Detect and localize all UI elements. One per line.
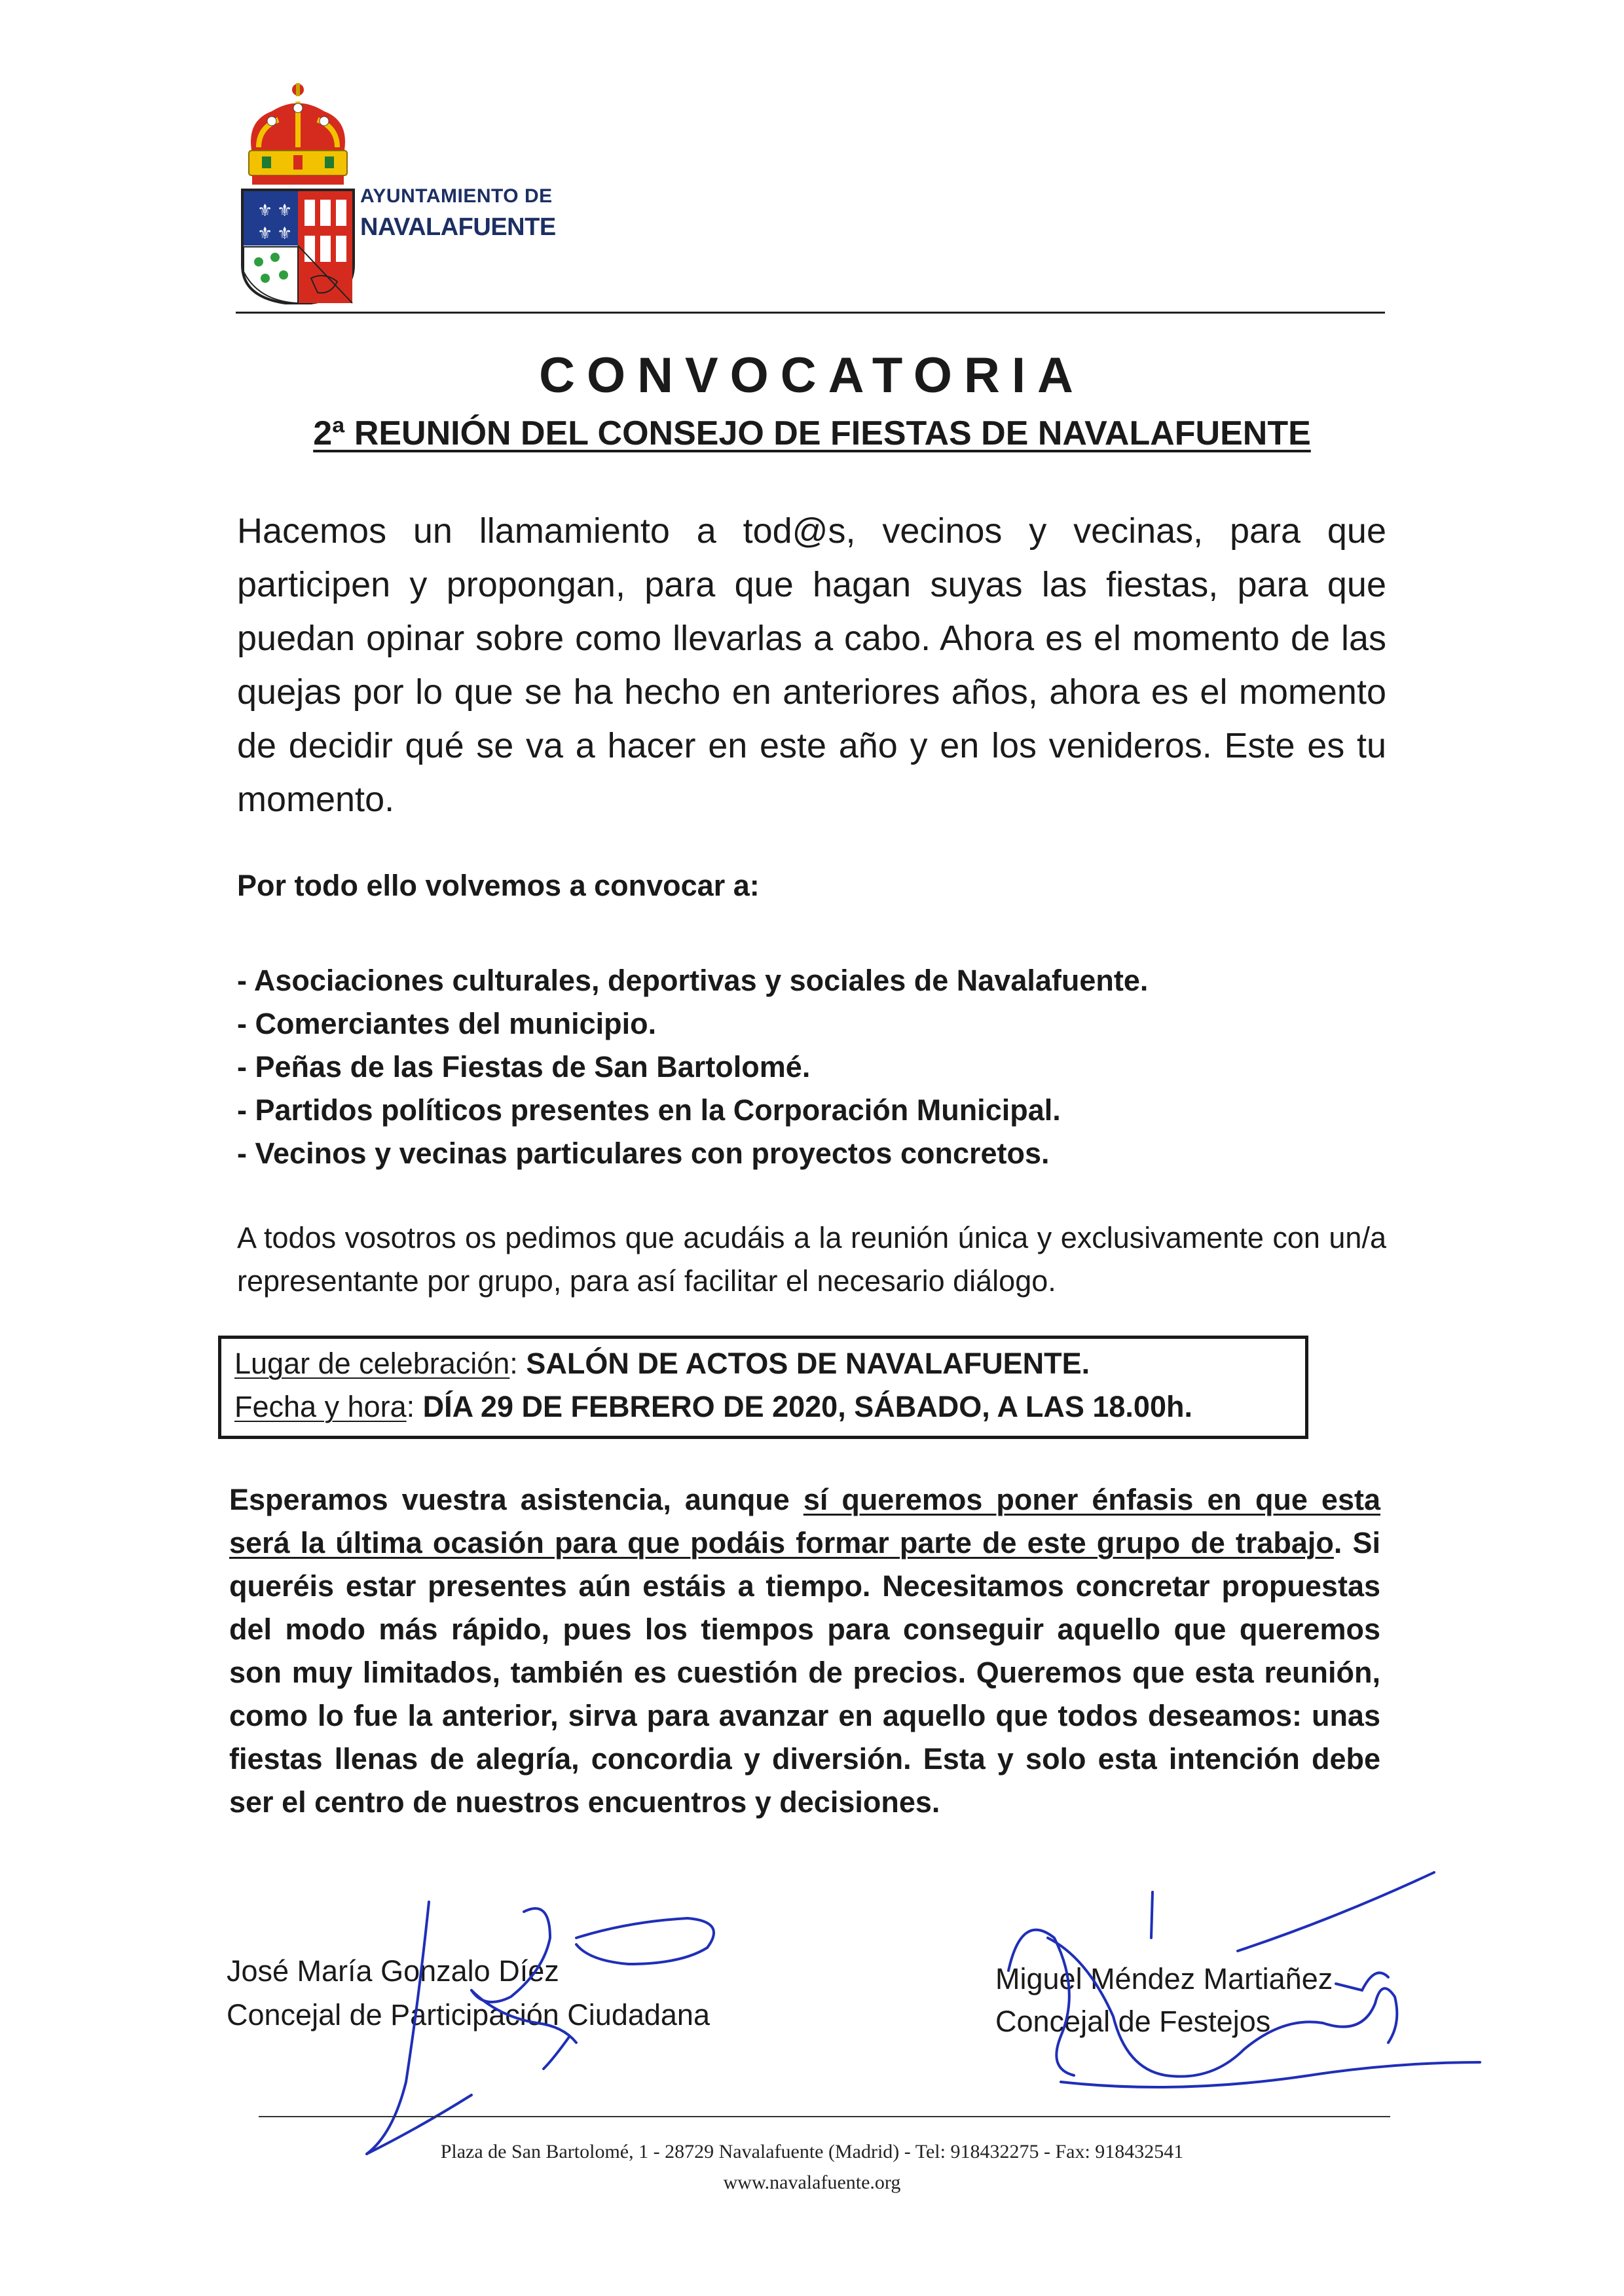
place-line: Lugar de celebración: SALÓN DE ACTOS DE NAVALAFUENTE. — [234, 1347, 1090, 1380]
intro-paragraph: Hacemos un llamamiento a tod@s, vecinos y vecinas, para que participen y propongan, para que hagan suyas las fiestas, para que puedan opinar sobre como llevarlas a cabo. Ahora es el momento de las quejas por lo que se ha hecho en anteriores años, ahora es el momento de decidir qué se va a hacer en este año y en los venideros. Este es tu momento. — [237, 511, 1386, 819]
date-value: DÍA 29 DE FEBRERO DE 2020, SÁBADO, A LAS 18.00h. — [422, 1390, 1192, 1423]
org-name-line2: NAVALAFUENTE — [360, 213, 556, 241]
date-line: Fecha y hora: DÍA 29 DE FEBRERO DE 2020, SÁBADO, A LAS 18.00h. — [234, 1390, 1192, 1423]
list-lead: Por todo ello volvemos a convocar a: — [237, 869, 760, 902]
representative-paragraph: A todos vosotros os pedimos que acudáis a la reunión única y exclusivamente con un/a representante por grupo, para así facilitar el necesario diálogo. — [237, 1221, 1386, 1298]
right-signatory-name: Miguel Méndez Martiañez — [995, 1962, 1333, 1995]
document-subtitle: 2ª REUNIÓN DEL CONSEJO DE FIESTAS DE NAVALAFUENTE — [313, 414, 1311, 452]
closing-part2: . Si queréis estar presentes aún estáis a tiempo. Necesitamos concretar propuestas del modo más rápido, pues los tiempos para conseguir aquello que queremos son muy limitados, también es cuestión de precios. Queremos que esta reunión, como lo fue la anterior, sirva para avanzar en aquello que todos deseamos: unas fiestas llenas de alegría, concordia y diversión. Esta y solo esta intención debe ser el centro de nuestros encuentros y decisiones. — [229, 1526, 1380, 1819]
list-item: - Vecinos y vecinas particulares con proyectos concretos. — [237, 1137, 1050, 1170]
list-item: - Partidos políticos presentes en la Corporación Municipal. — [237, 1093, 1061, 1127]
list-item: - Comerciantes del municipio. — [237, 1007, 657, 1040]
closing-emphasis: sí queremos poner énfasis en que esta será la última ocasión para que podáis formar parte de este grupo de trabajo — [229, 1483, 1380, 1559]
footer-address: Plaza de San Bartolomé, 1 - 28729 Navalafuente (Madrid) - Tel: 918432275 - Fax: 918432541 — [440, 2141, 1184, 2162]
svg-text:⚜: ⚜ — [257, 223, 273, 243]
right-signatory-role: Concejal de Festejos — [995, 2005, 1271, 2038]
svg-text:⚜: ⚜ — [277, 200, 293, 220]
shield-icon — [242, 190, 354, 304]
left-signatory-role: Concejal de Participación Ciudadana — [227, 1998, 710, 2032]
left-signatory-name: José María Gonzalo Díez — [227, 1954, 559, 1988]
closing-part1: Esperamos vuestra asistencia, aunque — [229, 1483, 803, 1516]
header-divider — [236, 312, 1385, 314]
event-details-box — [218, 1336, 1308, 1439]
svg-text:⚜: ⚜ — [257, 200, 273, 220]
crown-icon — [249, 83, 347, 185]
org-name-line1: AYUNTAMIENTO DE — [360, 185, 553, 207]
place-label: Lugar de celebración — [234, 1347, 510, 1380]
footer-divider — [259, 2116, 1390, 2117]
place-value: SALÓN DE ACTOS DE NAVALAFUENTE. — [526, 1347, 1090, 1380]
list-item: - Asociaciones culturales, deportivas y sociales de Navalafuente. — [237, 964, 1149, 997]
document-title: CONVOCATORIA — [539, 348, 1085, 403]
coat-of-arms-logo — [232, 82, 363, 304]
footer-website: www.navalafuente.org — [723, 2172, 901, 2193]
svg-text:⚜: ⚜ — [277, 223, 293, 243]
closing-paragraph — [229, 1478, 1380, 1824]
date-label: Fecha y hora — [234, 1390, 407, 1423]
invitee-list — [237, 959, 1148, 1175]
list-item: - Peñas de las Fiestas de San Bartolomé. — [237, 1050, 811, 1084]
